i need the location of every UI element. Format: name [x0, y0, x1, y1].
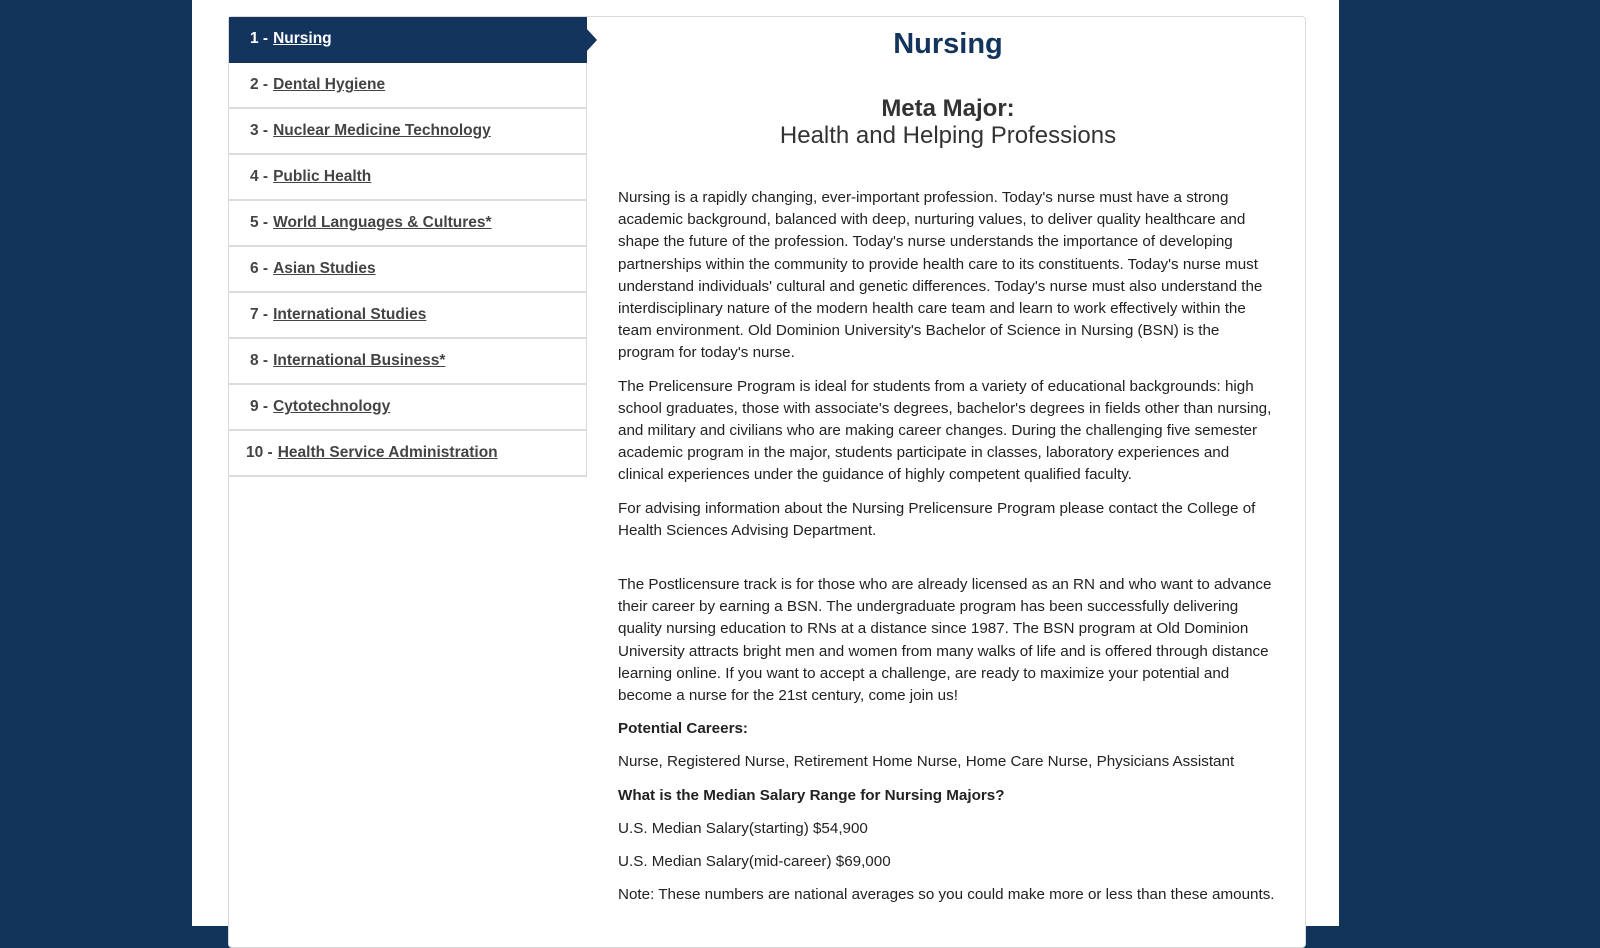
major-number: 7 -	[250, 306, 269, 323]
major-item-international-business[interactable]	[229, 339, 587, 385]
major-number: 9 -	[250, 398, 269, 415]
major-number: 1 -	[250, 30, 269, 47]
major-number: 10 -	[246, 444, 273, 461]
meta-major-value: Health and Helping Professions	[779, 122, 1117, 149]
salary-note: Note: These numbers are national averages so you could make more or less than these amounts.	[618, 886, 1275, 904]
advising-paragraph: For advising information about the Nursing Prelicensure Program please contact the College of Health Sciences Advising Department.	[618, 499, 1256, 539]
salary-starting: U.S. Median Salary(starting) $54,900	[618, 819, 868, 837]
major-title: Nursing	[893, 28, 1003, 60]
prelicensure-paragraph: The Prelicensure Program is ideal for students from a variety of educational backgrounds: high school graduates, those with associate's degrees, bachelor's degrees in fields other than nursing, and military and civilians who are making career changes. During the challenging five semester academic program in the major, students participate in classes, laboratory experiences and clinical experiences under the guidance of highly competent qualified faculty.	[618, 377, 1272, 484]
major-item-dental-hygiene[interactable]	[229, 63, 587, 109]
major-number: 2 -	[250, 76, 269, 93]
postlicensure-paragraph: The Postlicensure track is for those who are already licensed as an RN and who want to advance their career by earning a BSN. The undergraduate program has been successfully delivering quality nursing education to RNs at a distance since 1987. The BSN program at Old Dominion University attracts bright men and women from many walks of life and is offered through distance learning online. If you want to accept a challenge, are ready to maximize your potential and become a nurse for the 21st century, come join us!	[618, 576, 1272, 705]
salary-heading: What is the Median Salary Range for Nursing Majors?	[618, 786, 1005, 804]
page-container	[192, 0, 1339, 926]
major-link-world-languages[interactable]: World Languages & Cultures*	[273, 214, 492, 231]
careers-list: Nurse, Registered Nurse, Retirement Home Nurse, Home Care Nurse, Physicians Assistant	[618, 753, 1235, 771]
major-item-nuclear-medicine-technology[interactable]	[229, 109, 587, 155]
majors-card	[228, 16, 1306, 948]
majors-list	[229, 17, 587, 477]
major-item-health-service-administration[interactable]	[229, 431, 587, 477]
major-number: 3 -	[250, 122, 269, 139]
major-item-public-health[interactable]	[229, 155, 587, 201]
meta-major-heading	[618, 95, 1278, 149]
major-link-asian-studies[interactable]: Asian Studies	[273, 260, 376, 277]
meta-major-label: Meta Major:	[881, 95, 1015, 122]
major-link-dental-hygiene[interactable]: Dental Hygiene	[273, 76, 386, 93]
major-item-asian-studies[interactable]	[229, 247, 587, 293]
major-link-international-business[interactable]: International Business*	[273, 352, 446, 369]
major-item-nursing[interactable]	[229, 17, 587, 63]
major-item-cytotechnology[interactable]	[229, 385, 587, 431]
major-item-world-languages[interactable]	[229, 201, 587, 247]
major-number: 5 -	[250, 214, 269, 231]
major-number: 4 -	[250, 168, 269, 185]
major-item-international-studies[interactable]	[229, 293, 587, 339]
major-link-international-studies[interactable]: International Studies	[273, 306, 427, 323]
major-link-public-health[interactable]: Public Health	[273, 168, 372, 185]
major-link-nursing[interactable]: Nursing	[273, 30, 332, 47]
major-link-cytotechnology[interactable]: Cytotechnology	[273, 398, 391, 415]
careers-heading: Potential Careers:	[618, 720, 748, 738]
salary-mid-career: U.S. Median Salary(mid-career) $69,000	[618, 853, 891, 871]
description-paragraph: Nursing is a rapidly changing, ever-important profession. Today's nurse must have a strong academic background, balanced with deep, nurturing values, to deliver quality healthcare and shape the future of the profession. Today's nurse understands the importance of developing partnerships within the community to provide health care to its constituents. Today's nurse must understand individuals' cultural and genetic differences. Today's nurse must also understand the interdisciplinary nature of the modern health care team and learn to work effectively within the team environment. Old Dominion University's Bachelor of Science in Nursing (BSN) is the program for today's nurse.	[618, 189, 1263, 362]
major-number: 6 -	[250, 260, 269, 277]
major-link-nuclear-medicine-technology[interactable]: Nuclear Medicine Technology	[273, 122, 491, 139]
major-number: 8 -	[250, 352, 269, 369]
major-detail	[618, 17, 1278, 917]
major-link-health-service-administration[interactable]: Health Service Administration	[277, 444, 498, 461]
